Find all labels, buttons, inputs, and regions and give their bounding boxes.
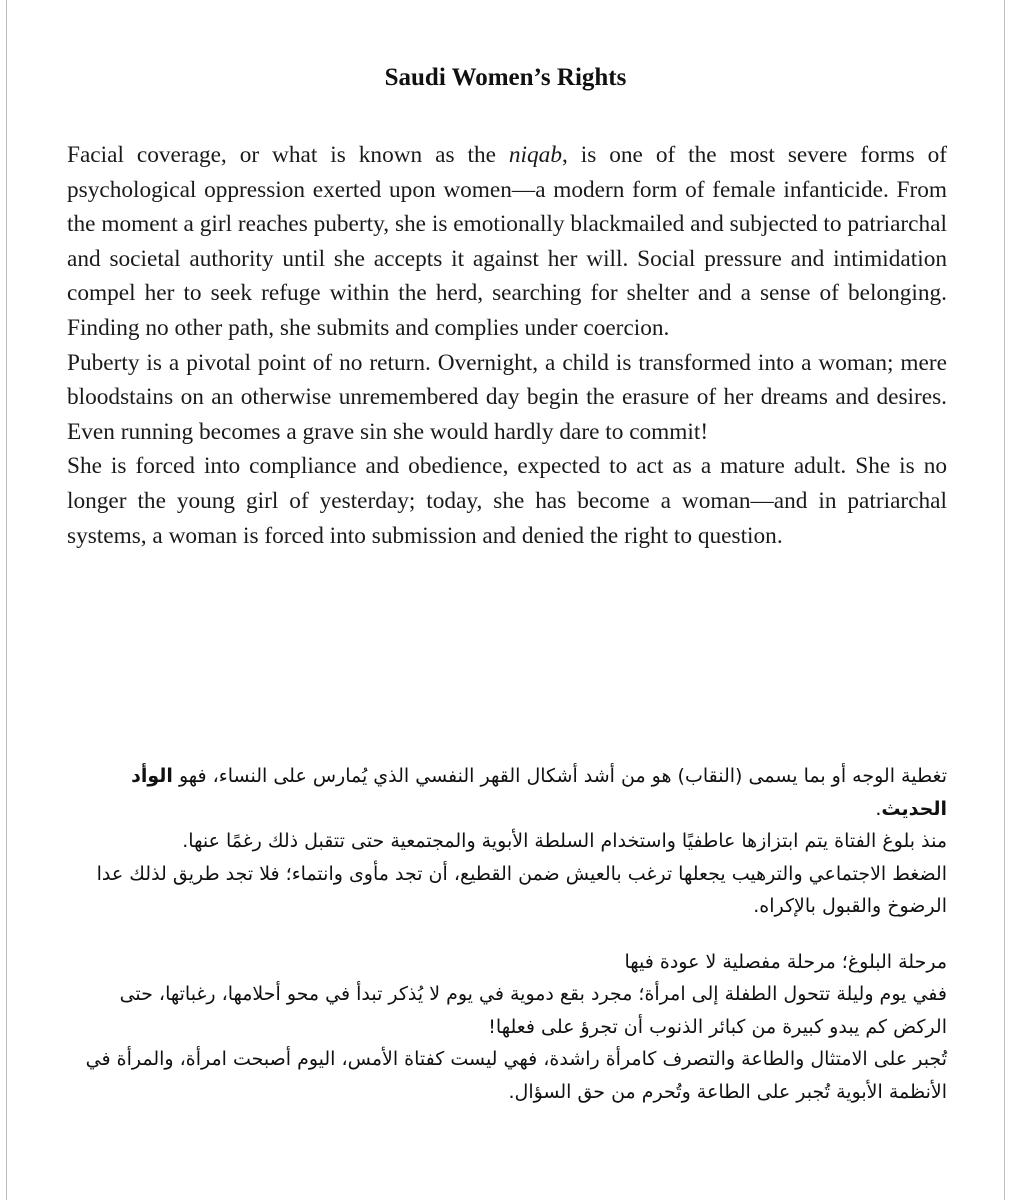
english-paragraph-1-start: Facial coverage, or what is known as the <box>67 142 509 168</box>
document-page <box>6 0 1005 1200</box>
arabic-line-4: مرحلة البلوغ؛ مرحلة مفصلية لا عودة فيها <box>624 950 947 973</box>
arabic-line-3: الضغط الاجتماعي والترهيب يجعلها ترغب بالعيش ضمن القطيع، أن تجد مأوى وانتماء؛ فلا تجد طريق لذلك عدا الرضوخ والقبول بالإكراه. <box>96 862 947 917</box>
arabic-line-1-end: . <box>875 797 882 820</box>
english-text <box>67 138 947 553</box>
arabic-paragraph-gap <box>67 923 947 946</box>
arabic-line-5: ففي يوم وليلة تتحول الطفلة إلى امرأة؛ مجرد بقع دموية في يوم لا يُذكر تبدأ في محو أحلامها، رغباتها، حتى الركض كم يبدو كبيرة من كبائر الذنوب أن تجرؤ على فعلها! <box>119 983 947 1038</box>
niqab-term: niqab <box>508 142 562 168</box>
arabic-line-2: منذ بلوغ الفتاة يتم ابتزازها عاطفيًا واستخدام السلطة الأبوية والمجتمعية حتى تتقبل ذلك رغمًا عنها. <box>182 830 947 852</box>
document-title: Saudi Women’s Rights <box>384 64 627 91</box>
arabic-line-1 <box>67 760 947 825</box>
english-paragraph-3: She is forced into compliance and obedience, expected to act as a mature adult. She is no longer the young girl of yesterday; today, she has become a woman—and in patriarchal systems, a woman is forced into submission and denied the right to question. <box>67 453 947 549</box>
arabic-bold-phrase: الوأد الحديث <box>131 765 947 820</box>
english-paragraph-1-rest: , is one of the most severe forms of psychological oppression exerted upon women—a modern form of female infanticide. From the moment a girl reaches puberty, she is emotionally blackmailed and subjected to patriarchal and societal authority until she accepts it against her will. Social pressure and intimidation compel her to seek refuge within the herd, searching for shelter and a sense of belonging. Finding no other path, she submits and complies under coercion. <box>67 142 947 341</box>
english-paragraph-1 <box>67 138 947 346</box>
arabic-text <box>67 760 947 1108</box>
arabic-line-6: تُجبر على الامتثال والطاعة والتصرف كامرأة راشدة، فهي ليست كفتاة الأمس، اليوم أصبحت امرأة، والمرأة في الأنظمة الأبوية تُجبر على الطاعة وتُحرم من حق السؤال. <box>85 1048 947 1103</box>
arabic-line-1-start: تغطية الوجه أو بما يسمى (النقاب) هو من أشد أشكال القهر النفسي الذي يُمارس على النساء، فهو <box>172 765 947 787</box>
english-paragraph-2: Puberty is a pivotal point of no return. Overnight, a child is transformed into a woman; mere bloodstains on an otherwise unremembered day begin the erasure of her dreams and desires. Even running becomes a grave sin she would hardly dare to commit! <box>67 349 947 445</box>
